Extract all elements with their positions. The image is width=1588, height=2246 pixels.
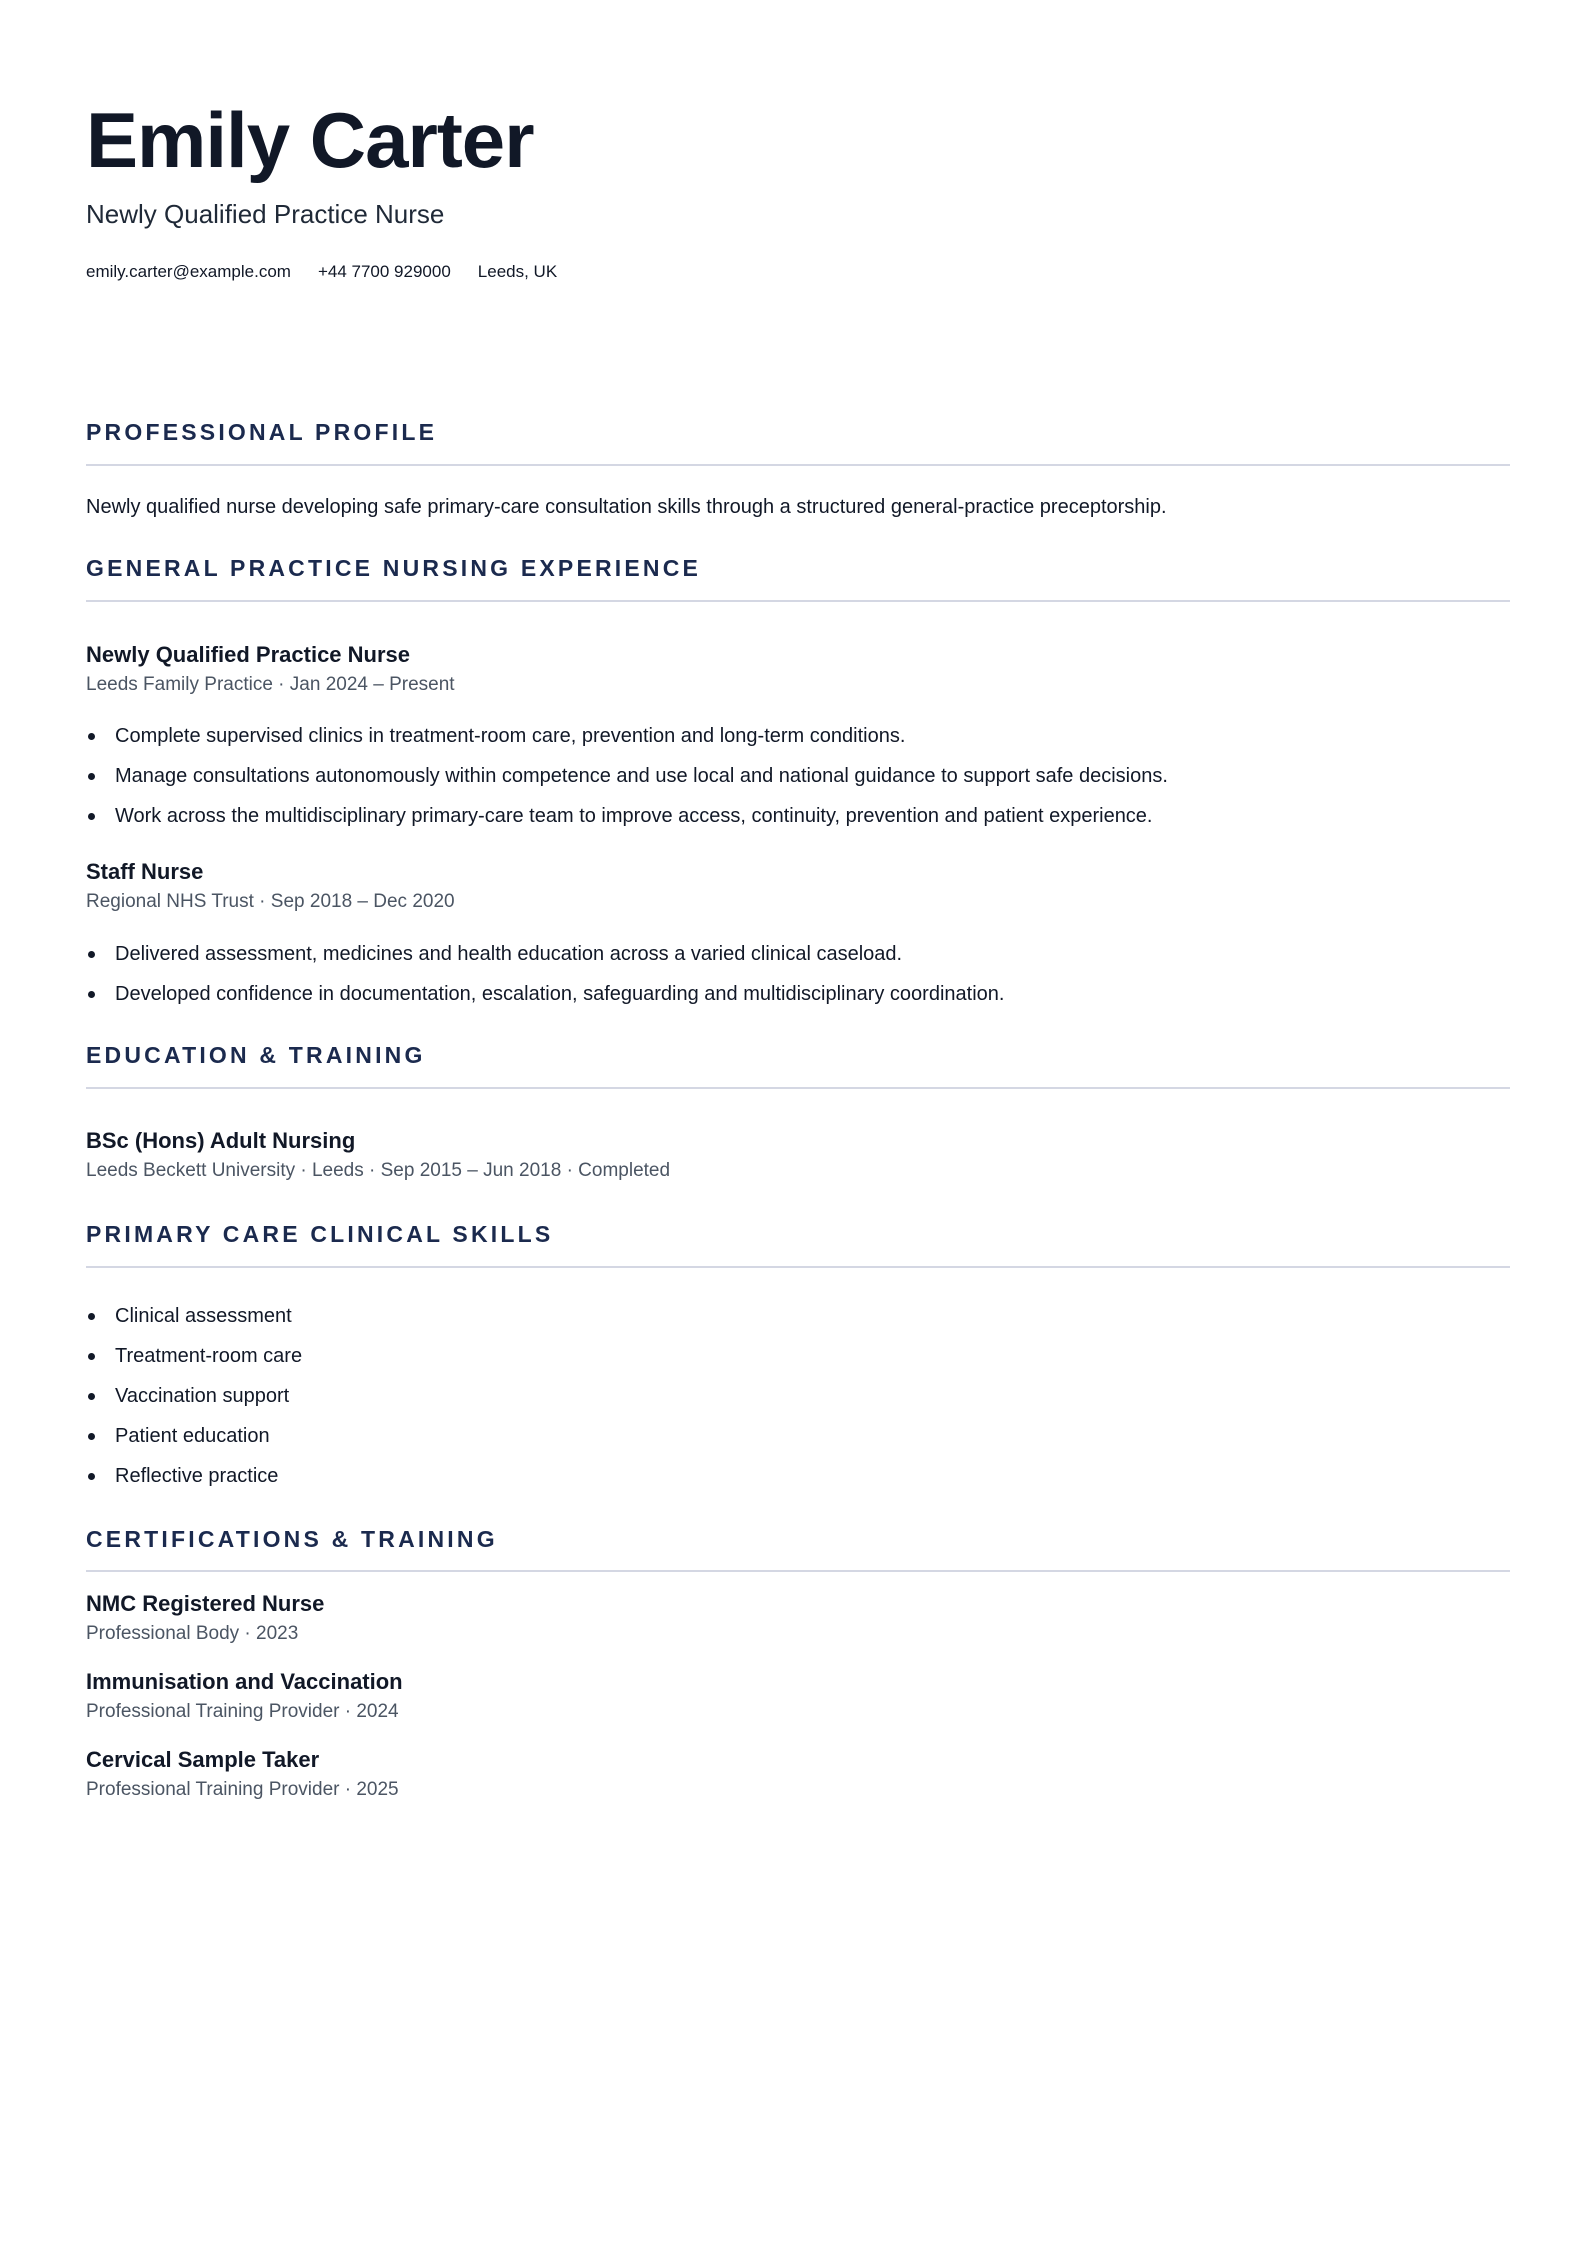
section-divider [86, 1266, 1510, 1268]
job-bullet-text: Developed confidence in documentation, escalation, safeguarding and multidisciplinary coordination. [115, 983, 1005, 1005]
job-title: Newly Qualified Practice Nurse [86, 642, 411, 667]
certification-meta: Professional Body · 2023 [86, 1623, 299, 1644]
section-title-certifications: CERTIFICATIONS & TRAINING [86, 1526, 498, 1552]
bullet-icon [88, 1313, 95, 1320]
section-title-experience: GENERAL PRACTICE NURSING EXPERIENCE [86, 555, 702, 581]
section-title-skills: PRIMARY CARE CLINICAL SKILLS [86, 1221, 554, 1247]
certification-meta: Professional Training Provider · 2024 [86, 1701, 399, 1722]
section-divider [86, 464, 1510, 466]
skill-text: Treatment-room care [115, 1345, 303, 1367]
contact-location: Leeds, UK [477, 262, 558, 281]
bullet-icon [88, 1473, 95, 1480]
education-degree: BSc (Hons) Adult Nursing [86, 1128, 356, 1153]
contact-email[interactable]: emily.carter@example.com [86, 262, 291, 281]
job-bullet-text: Work across the multidisciplinary primary-care team to improve access, continuity, prevention and patient experience. [115, 805, 1153, 827]
job-bullet-text: Manage consultations autonomously within competence and use local and national guidance to support safe decisions. [115, 765, 1168, 787]
contact-phone[interactable]: +44 7700 929000 [317, 262, 451, 281]
job-meta: Regional NHS Trust · Sep 2018 – Dec 2020 [86, 891, 455, 912]
bullet-icon [88, 1433, 95, 1440]
candidate-headline: Newly Qualified Practice Nurse [86, 199, 445, 229]
education-meta: Leeds Beckett University · Leeds · Sep 2015 – Jun 2018 · Completed [86, 1160, 671, 1181]
bullet-icon [88, 991, 95, 998]
skill-text: Patient education [115, 1425, 270, 1447]
bullet-icon [88, 813, 95, 820]
candidate-name: Emily Carter [86, 96, 534, 184]
bullet-icon [88, 1353, 95, 1360]
job-title: Staff Nurse [86, 859, 204, 884]
contact-line [86, 261, 557, 283]
job-bullet-text: Delivered assessment, medicines and health education across a varied clinical caseload. [115, 943, 903, 965]
section-divider [86, 1087, 1510, 1089]
skill-text: Clinical assessment [115, 1305, 292, 1327]
section-divider [86, 600, 1510, 602]
bullet-icon [88, 951, 95, 958]
section-title-education: EDUCATION & TRAINING [86, 1042, 426, 1068]
skill-text: Reflective practice [115, 1465, 279, 1487]
section-divider [86, 1570, 1510, 1572]
section-title-profile: PROFESSIONAL PROFILE [86, 419, 438, 445]
job-meta: Leeds Family Practice · Jan 2024 – Present [86, 674, 455, 695]
bullet-icon [88, 773, 95, 780]
certification-name: Cervical Sample Taker [86, 1747, 320, 1772]
certification-name: NMC Registered Nurse [86, 1591, 325, 1616]
skill-text: Vaccination support [115, 1385, 290, 1407]
bullet-icon [88, 1393, 95, 1400]
profile-summary: Newly qualified nurse developing safe primary-care consultation skills through a structured general-practice preceptorship. [86, 496, 1167, 518]
certification-name: Immunisation and Vaccination [86, 1669, 403, 1694]
bullet-icon [88, 733, 95, 740]
job-bullet-text: Complete supervised clinics in treatment-room care, prevention and long-term conditions. [115, 725, 906, 747]
certification-meta: Professional Training Provider · 2025 [86, 1779, 399, 1800]
